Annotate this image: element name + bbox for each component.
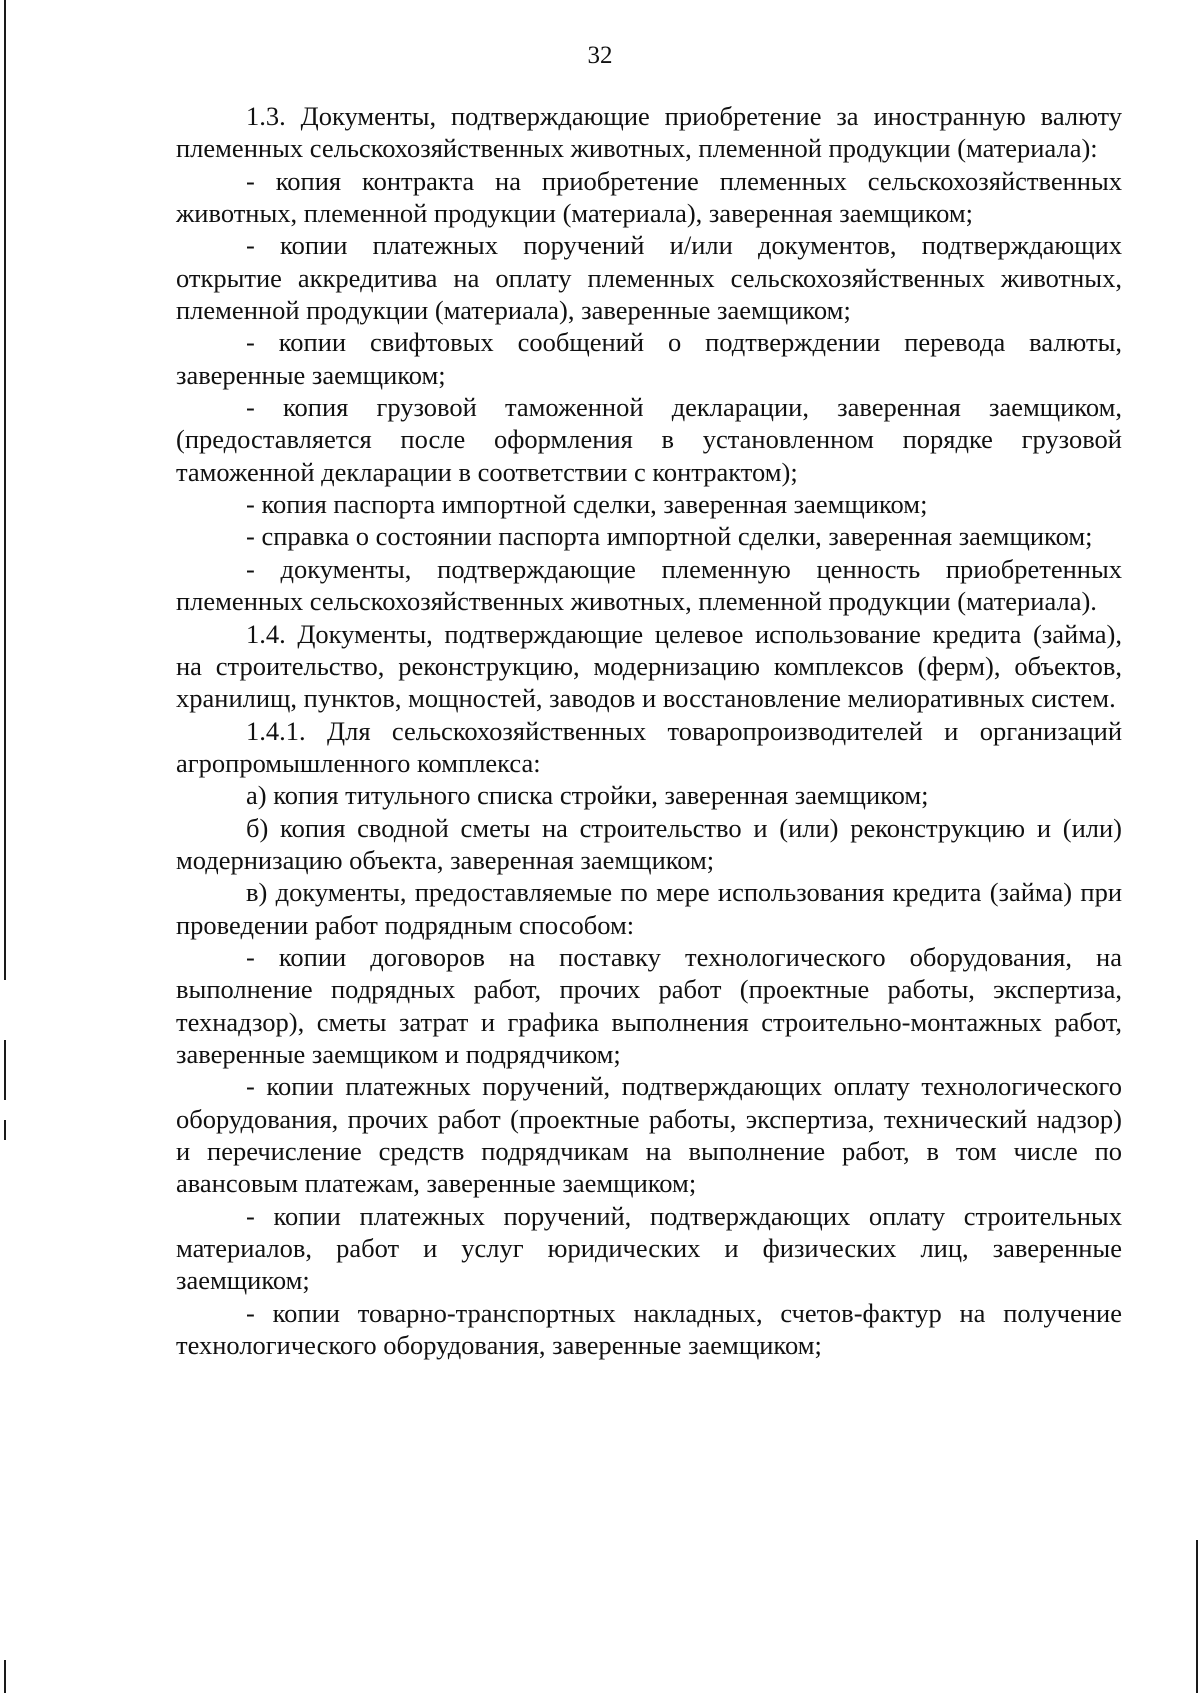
scan-border-left — [4, 1120, 6, 1140]
list-item: - копии договоров на поставку технологического оборудования, на выполнение подрядных работ, прочих работ (проектные работы, экспертиза, технадзор), сметы затрат и графика выполнения строительно-монтажных работ, заверенные заемщиком и подрядчиком; — [176, 941, 1122, 1069]
scan-border-left — [4, 1040, 6, 1100]
document-body — [176, 100, 1122, 1361]
list-item: - копия паспорта импортной сделки, заверенная заемщиком; — [246, 489, 928, 520]
scan-border-left — [4, 0, 6, 980]
list-item: - копии платежных поручений, подтверждающих оплату технологического оборудования, прочих работ (проектные работы, экспертиза, технический надзор) и перечисление средств подрядчикам на выполнение работ, в том числе по авансовым платежам, заверенные заемщиком; — [176, 1071, 1122, 1199]
paragraph-1-4-1-heading: 1.4.1. Для сельскохозяйственных товаропроизводителей и организаций агропромышленного комплекса: — [176, 715, 1122, 778]
list-item: - справка о состоянии паспорта импортной сделки, заверенная заемщиком; — [246, 521, 1093, 552]
list-item: а) копия титульного списка стройки, заверенная заемщиком; — [246, 780, 929, 811]
list-item: - копия грузовой таможенной декларации, заверенная заемщиком, (предоставляется после оформления в установленном порядке грузовой таможенной декларации в соответствии с контрактом); — [176, 392, 1122, 487]
paragraph-1-4-heading: 1.4. Документы, подтверждающие целевое использование кредита (займа), на строительство, реконструкцию, модернизацию комплексов (ферм), объектов, хранилищ, пунктов, мощностей, заводов и восстановление мелиоративных систем. — [176, 618, 1122, 714]
paragraph-1-3-heading: 1.3. Документы, подтверждающие приобретение за иностранную валюту племенных сельскохозяйственных животных, племенной продукции (материала): — [176, 101, 1122, 164]
list-item: - документы, подтверждающие племенную ценность приобретенных племенных сельскохозяйственных животных, племенной продукции (материала). — [176, 553, 1122, 617]
scan-border-right — [1196, 1540, 1198, 1693]
list-item: - копии свифтовых сообщений о подтверждении перевода валюты, заверенные заемщиком; — [176, 327, 1122, 390]
scan-border-left — [4, 1660, 6, 1693]
page-number: 32 — [587, 42, 613, 69]
list-item: б) копия сводной сметы на строительство и (или) реконструкцию и (или) модернизацию объекта, заверенная заемщиком; — [176, 812, 1122, 875]
list-item: - копии платежных поручений и/или документов, подтверждающих открытие аккредитива на оплату племенных сельскохозяйственных животных, племенной продукции (материала), заверенные заемщиком; — [176, 230, 1122, 326]
list-item: - копия контракта на приобретение племенных сельскохозяйственных животных, племенной продукции (материала), заверенная заемщиком; — [176, 165, 1122, 229]
list-item: - копии платежных поручений, подтверждающих оплату строительных материалов, работ и услуг юридических и физических лиц, заверенные заемщиком; — [176, 1200, 1122, 1296]
list-item: - копии товарно-транспортных накладных, счетов-фактур на получение технологического оборудования, заверенные заемщиком; — [176, 1297, 1122, 1361]
list-item: в) документы, предоставляемые по мере использования кредита (займа) при проведении работ подрядным способом: — [176, 877, 1122, 940]
